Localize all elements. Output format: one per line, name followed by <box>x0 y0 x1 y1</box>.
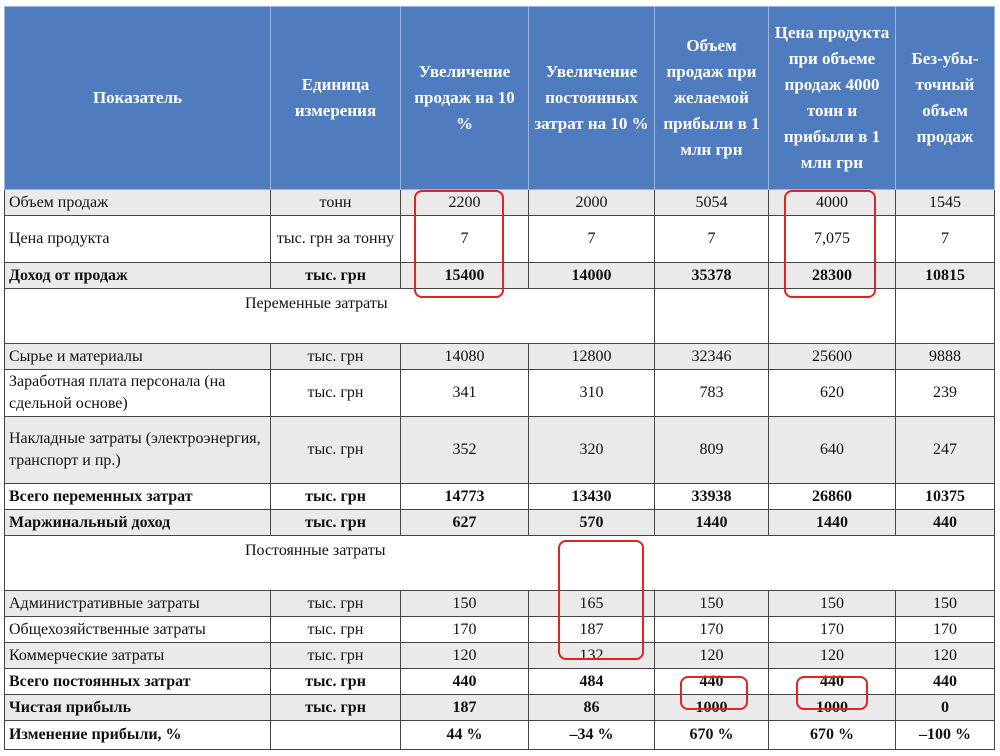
cell: 170 <box>896 617 995 643</box>
table-row <box>5 591 995 617</box>
cell: 9888 <box>896 344 995 370</box>
cell: 1440 <box>769 510 896 536</box>
cell: 247 <box>896 417 995 484</box>
cell: 7 <box>401 216 529 263</box>
cell: 165 <box>529 591 655 617</box>
header-indicator: Показатель <box>5 7 271 190</box>
cell: 10375 <box>896 484 995 510</box>
cell: 320 <box>529 417 655 484</box>
table-row <box>5 510 995 536</box>
section-row <box>5 289 995 344</box>
blank-cell <box>655 289 769 344</box>
cell: 440 <box>401 669 529 695</box>
cell: 26860 <box>769 484 896 510</box>
cell: 2200 <box>401 190 529 216</box>
row-unit: тыс. грн <box>271 370 401 417</box>
header-col3: Объем продаж при желаемой прибыли в 1 млн грн <box>655 7 769 190</box>
table-row <box>5 417 995 484</box>
row-unit: тыс. грн <box>271 695 401 721</box>
row-unit: тыс. грн <box>271 417 401 484</box>
table-row <box>5 669 995 695</box>
row-label: Накладные затраты (электроэнергия, транспорт и пр.) <box>5 417 271 484</box>
cell: 1545 <box>896 190 995 216</box>
cell: 170 <box>655 617 769 643</box>
cell: 187 <box>529 617 655 643</box>
cell: 12800 <box>529 344 655 370</box>
table-row <box>5 721 995 750</box>
table-row <box>5 695 995 721</box>
cell: 120 <box>769 643 896 669</box>
cell: 1440 <box>655 510 769 536</box>
cell: 44 % <box>401 721 529 750</box>
cell: –100 % <box>896 721 995 750</box>
row-unit: тыс. грн <box>271 510 401 536</box>
table-row <box>5 263 995 289</box>
row-label: Сырье и материалы <box>5 344 271 370</box>
cell: 120 <box>896 643 995 669</box>
cell: 120 <box>655 643 769 669</box>
row-unit <box>271 721 401 750</box>
section-title: Переменные затраты <box>5 289 655 344</box>
cell: 32346 <box>655 344 769 370</box>
cell: 440 <box>896 510 995 536</box>
row-label: Коммерческие затраты <box>5 643 271 669</box>
cell: 0 <box>896 695 995 721</box>
cell: 15400 <box>401 263 529 289</box>
cell: 35378 <box>655 263 769 289</box>
cell: 352 <box>401 417 529 484</box>
row-label: Чистая прибыль <box>5 695 271 721</box>
header-col4: Цена продукта при объеме продаж 4000 тонн и прибыли в 1 млн грн <box>769 7 896 190</box>
cell: 783 <box>655 370 769 417</box>
blank-cell <box>769 289 896 344</box>
cell: 170 <box>401 617 529 643</box>
cell: 239 <box>896 370 995 417</box>
cell: 440 <box>896 669 995 695</box>
cell: 1000 <box>655 695 769 721</box>
cell: 120 <box>401 643 529 669</box>
cell: –34 % <box>529 721 655 750</box>
table-row <box>5 484 995 510</box>
header-row <box>5 7 995 190</box>
table-row <box>5 216 995 263</box>
row-label: Всего постоянных затрат <box>5 669 271 695</box>
cell: 620 <box>769 370 896 417</box>
cell: 7 <box>896 216 995 263</box>
row-label: Объем продаж <box>5 190 271 216</box>
cell: 14773 <box>401 484 529 510</box>
cell: 670 % <box>769 721 896 750</box>
cell: 5054 <box>655 190 769 216</box>
row-unit: тыс. грн <box>271 263 401 289</box>
cell: 640 <box>769 417 896 484</box>
cell: 14000 <box>529 263 655 289</box>
cell: 440 <box>655 669 769 695</box>
row-unit: тыс. грн <box>271 643 401 669</box>
cell: 150 <box>655 591 769 617</box>
cell: 809 <box>655 417 769 484</box>
row-label: Маржинальный доход <box>5 510 271 536</box>
row-label: Изменение прибыли, % <box>5 721 271 750</box>
row-unit: тыс. грн <box>271 617 401 643</box>
cell: 670 % <box>655 721 769 750</box>
row-unit: тыс. грн <box>271 484 401 510</box>
cell: 10815 <box>896 263 995 289</box>
cell: 341 <box>401 370 529 417</box>
cell: 33938 <box>655 484 769 510</box>
cell: 150 <box>896 591 995 617</box>
row-unit: тыс. грн <box>271 669 401 695</box>
row-unit: тыс. грн <box>271 344 401 370</box>
row-label: Доход от продаж <box>5 263 271 289</box>
row-unit: тыс. грн за тонну <box>271 216 401 263</box>
table-row <box>5 370 995 417</box>
cell: 2000 <box>529 190 655 216</box>
header-col1: Увеличение продаж на 10 % <box>401 7 529 190</box>
row-label: Общехозяйственные затраты <box>5 617 271 643</box>
cell: 170 <box>769 617 896 643</box>
table-row <box>5 643 995 669</box>
row-label: Цена продукта <box>5 216 271 263</box>
row-label: Всего переменных затрат <box>5 484 271 510</box>
cell: 13430 <box>529 484 655 510</box>
blank-cell <box>896 289 995 344</box>
cell: 187 <box>401 695 529 721</box>
row-label: Заработная плата персонала (на сдельной основе) <box>5 370 271 417</box>
table-row <box>5 190 995 216</box>
row-unit: тыс. грн <box>271 591 401 617</box>
cell: 440 <box>769 669 896 695</box>
header-col2: Увеличение постоянных затрат на 10 % <box>529 7 655 190</box>
cell: 484 <box>529 669 655 695</box>
section-row <box>5 536 995 591</box>
row-label: Административные затраты <box>5 591 271 617</box>
header-unit: Единица измерения <box>271 7 401 190</box>
cell: 570 <box>529 510 655 536</box>
table-row <box>5 617 995 643</box>
section-title: Постоянные затраты <box>5 536 995 591</box>
cell: 1000 <box>769 695 896 721</box>
cell: 7,075 <box>769 216 896 263</box>
cell: 150 <box>769 591 896 617</box>
cell: 627 <box>401 510 529 536</box>
cell: 310 <box>529 370 655 417</box>
table-row <box>5 344 995 370</box>
cell: 28300 <box>769 263 896 289</box>
cell: 7 <box>655 216 769 263</box>
cell: 4000 <box>769 190 896 216</box>
cell: 7 <box>529 216 655 263</box>
cell: 25600 <box>769 344 896 370</box>
row-unit: тонн <box>271 190 401 216</box>
cell: 14080 <box>401 344 529 370</box>
cell: 86 <box>529 695 655 721</box>
cell: 150 <box>401 591 529 617</box>
header-col5: Без-убы-точный объем продаж <box>896 7 995 190</box>
cell: 132 <box>529 643 655 669</box>
analysis-table <box>4 6 995 750</box>
